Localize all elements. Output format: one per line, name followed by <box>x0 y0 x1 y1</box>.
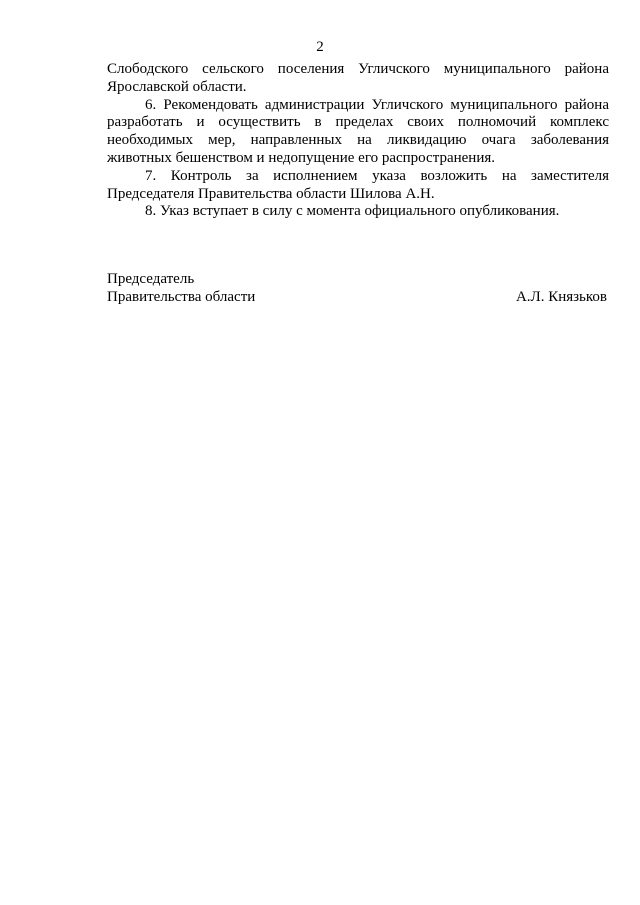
signatory-title-line1: Председатель <box>107 271 195 287</box>
document-body <box>107 61 609 221</box>
page-number: 2 <box>316 39 324 55</box>
signatory-title-line2: Правительства области <box>107 289 256 305</box>
signature-row <box>107 288 607 306</box>
paragraph-item-7: 7. Контроль за исполнением указа возложить на заместителя Председателя Правительства области Шилова А.Н. <box>107 167 609 202</box>
paragraph-item-6: 6. Рекомендовать администрации Угличского муниципального района разработать и осуществить в пределах своих полномочий комплекс необходимых мер, направленных на ликвидацию очага заболевания животных бешенством и недопущение его распространения. <box>107 96 609 166</box>
paragraph-continuation: Слободского сельского поселения Угличского муниципального района Ярославской области. <box>107 61 609 95</box>
paragraph-item-8: 8. Указ вступает в силу с момента официального опубликования. <box>145 203 560 220</box>
signature-block <box>107 270 607 306</box>
signatory-name: А.Л. Князьков <box>515 289 607 305</box>
